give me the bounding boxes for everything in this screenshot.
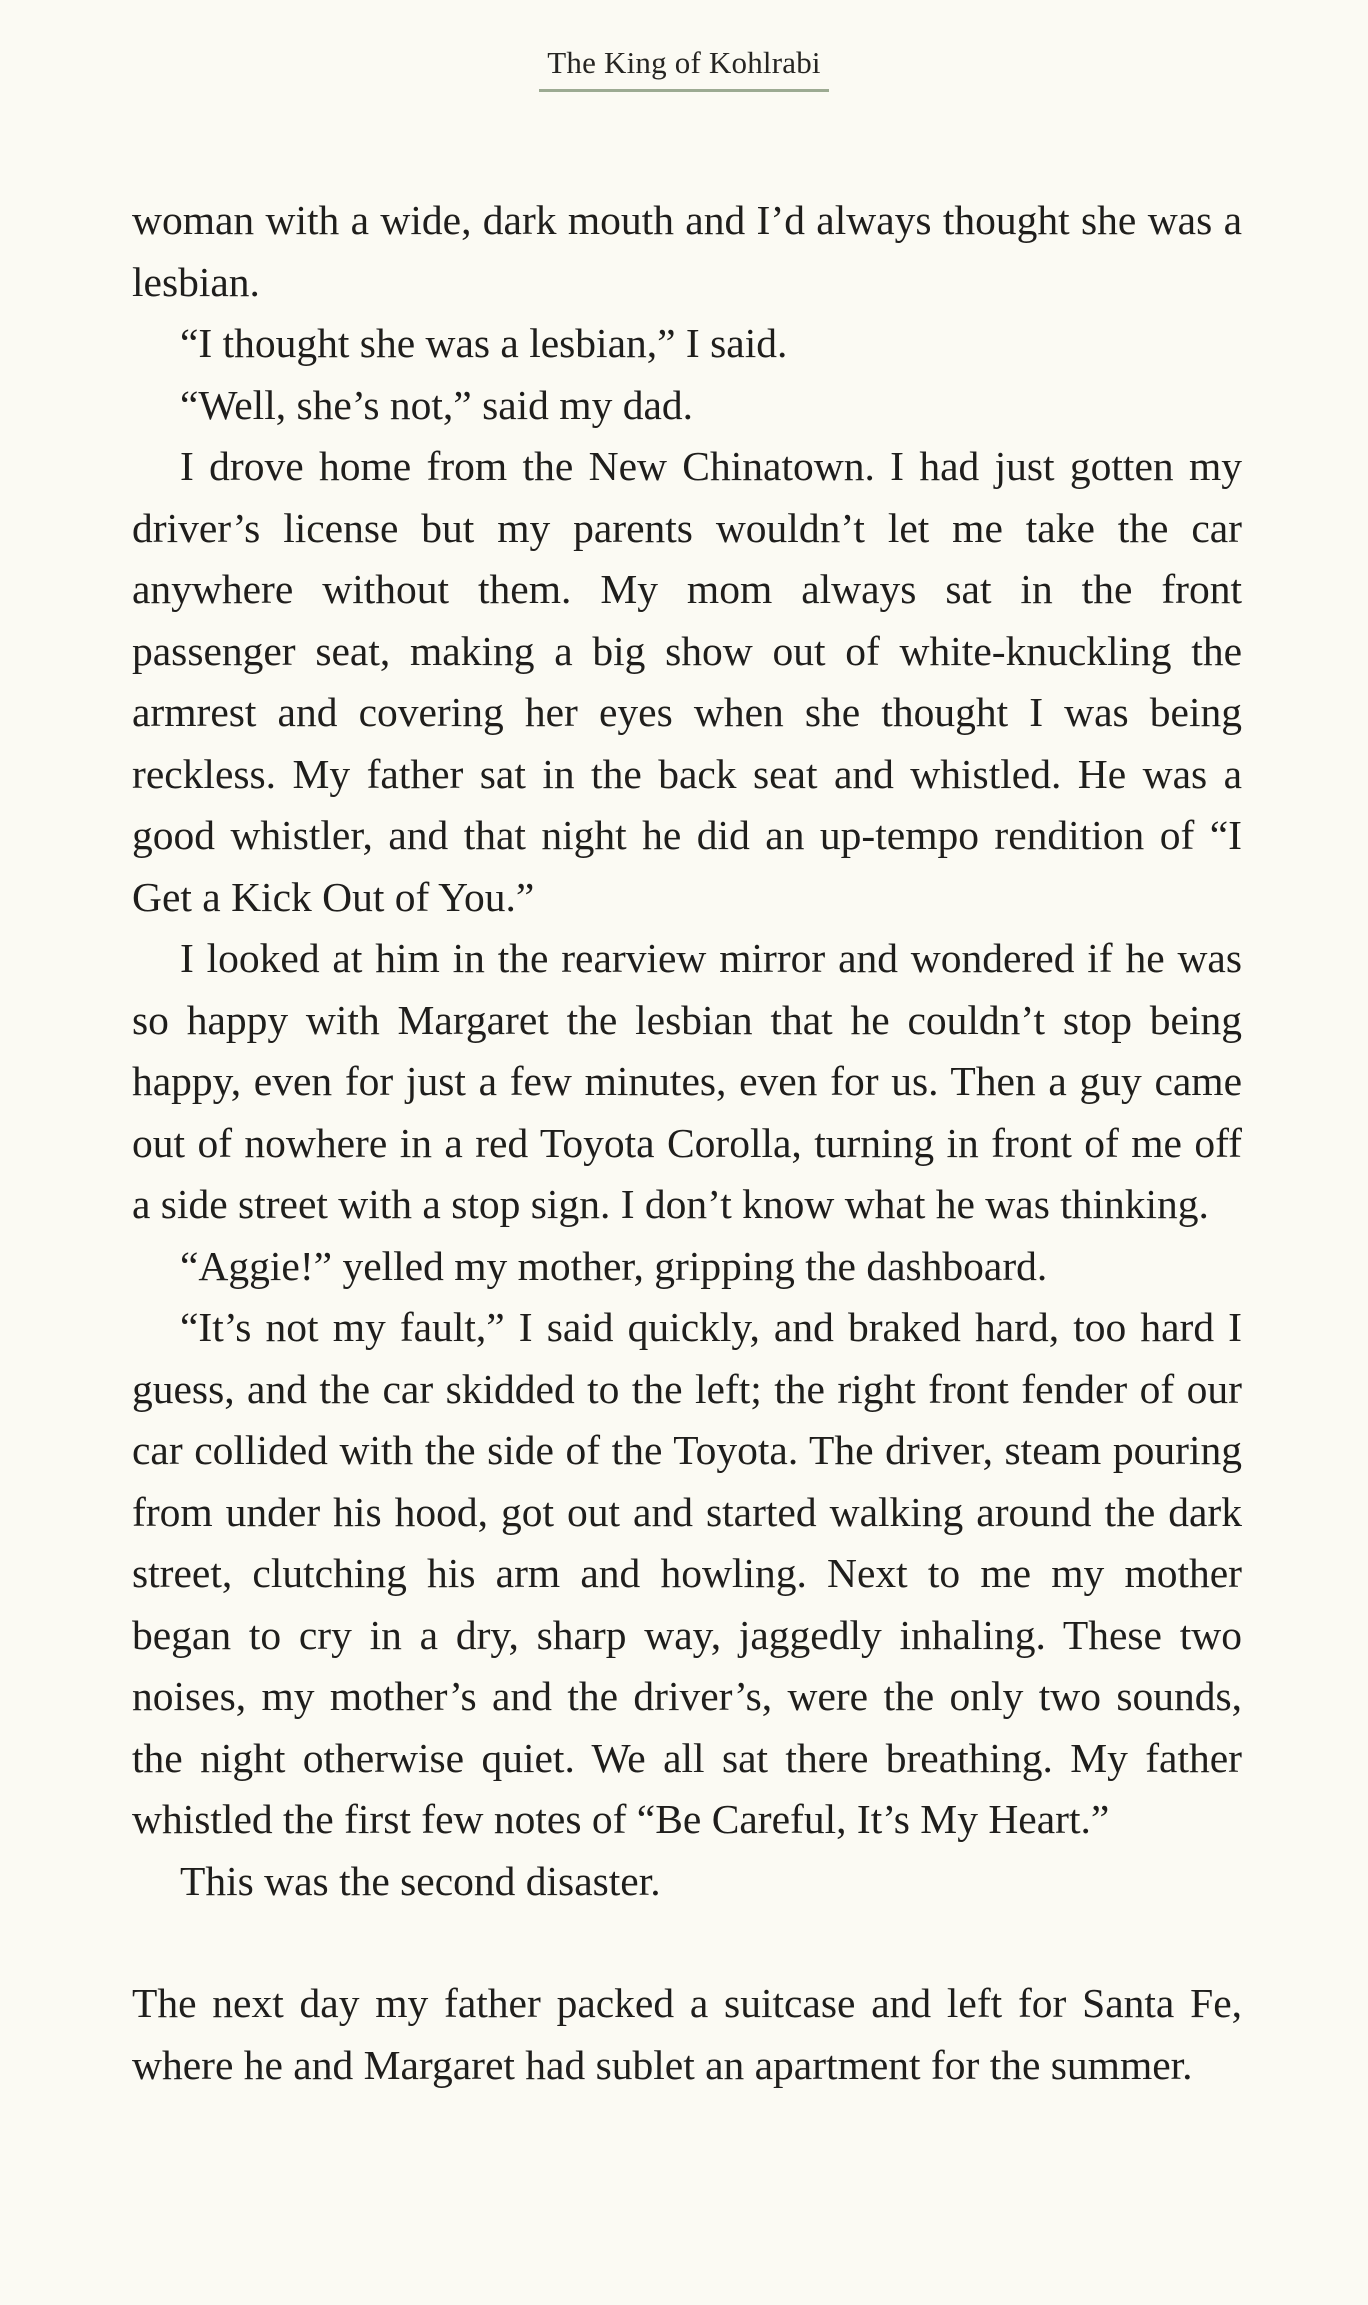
running-head bbox=[0, 44, 1368, 92]
paragraph-second-disaster: This was the second disaster. bbox=[180, 1857, 661, 1904]
paragraph-next-day: The next day my father packed a suitcase and left for Santa Fe, where he and Margaret had sublet an apartment for the summer. bbox=[132, 1980, 1242, 2088]
paragraph-collision: “It’s not my fault,” I said quickly, and braked hard, too hard I guess, and the car skidded to the left; the right front fender of our car collided with the side of the Toyota. The driver, steam pouring from under his hood, got out and started walking around the dark street, clutching his arm and howling. Next to me my mother began to cry in a dry, sharp way, jaggedly inhaling. These two noises, my mother’s and the driver’s, were the only two sounds, the night otherwise quiet. We all sat there breathing. My father whistled the first few notes of “Be Careful, It’s My Heart.” bbox=[132, 1304, 1242, 1842]
paragraph-drive-home: I drove home from the New Chinatown. I had just gotten my driver’s license but my parents wouldn’t let me take the car anywhere without them. My mom always sat in the front passenger seat, making a big show out of white-knuckling the armrest and covering her eyes when she thought I was being reckless. My father sat in the back seat and whistled. He was a good whistler, and that night he did an up-tempo rendition of “I Get a Kick Out of You.” bbox=[132, 443, 1242, 920]
body-text bbox=[132, 190, 1242, 2096]
paragraph-dialogue-1: “I thought she was a lesbian,” I said. bbox=[180, 320, 788, 366]
paragraph-continuation: woman with a wide, dark mouth and I’d always thought she was a lesbian. bbox=[132, 197, 1242, 305]
running-head-title: The King of Kohlrabi bbox=[539, 44, 828, 92]
paragraph-rearview: I looked at him in the rearview mirror and wondered if he was so happy with Margaret the lesbian that he couldn’t stop being happy, even for just a few minutes, even for us. Then a guy came out of nowhere in a red Toyota Corolla, turning in front of me off a side street with a stop sign. I don’t know what he was thinking. bbox=[132, 935, 1242, 1227]
paragraph-dialogue-2: “Well, she’s not,” said my dad. bbox=[180, 381, 693, 428]
paragraph-aggie: “Aggie!” yelled my mother, gripping the dashboard. bbox=[180, 1242, 1048, 1289]
